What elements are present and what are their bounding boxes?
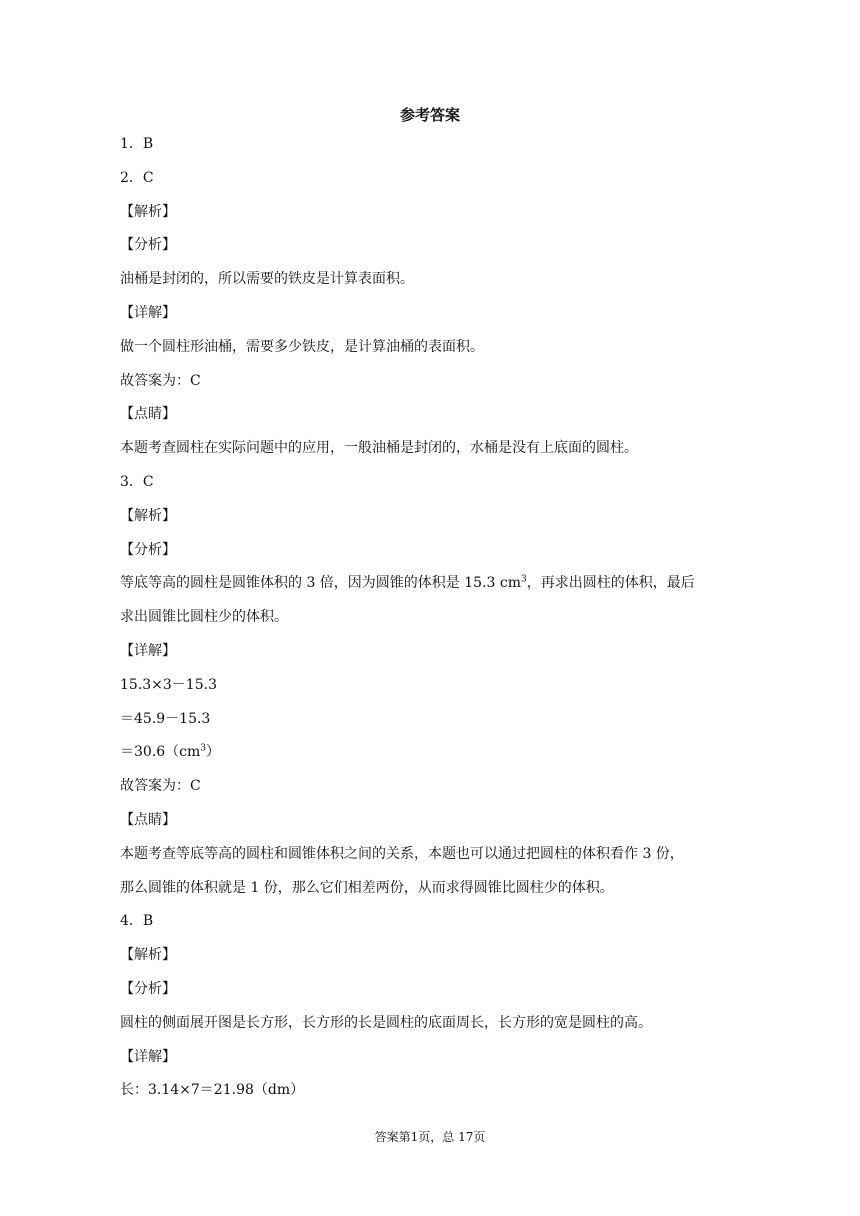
q2-xiangjie-text: 做一个圆柱形油桶，需要多少铁皮，是计算油桶的表面积。 xyxy=(120,338,484,355)
q2-fenxi-heading: 【分析】 xyxy=(120,237,176,254)
cubic-exponent: 3 xyxy=(521,574,527,585)
q2-fenxi-text: 油桶是封闭的，所以需要的铁皮是计算表面积。 xyxy=(120,271,414,288)
q3-calc-line-3 xyxy=(120,741,740,775)
q3-fenxi-heading: 【分析】 xyxy=(120,541,176,558)
q2-jiexi-heading: 【解析】 xyxy=(120,203,176,220)
q3-xiangjie-heading: 【详解】 xyxy=(120,642,176,659)
q3-calc-3-a: ＝30.6（cm xyxy=(120,744,201,761)
q3-fenxi-text-line-2: 求出圆锥比圆柱少的体积。 xyxy=(120,609,288,626)
answer-content xyxy=(120,133,740,1113)
page-title: 参考答案 xyxy=(399,106,460,124)
answer-3: 3．C xyxy=(120,473,154,490)
cubic-exponent: 3 xyxy=(200,743,207,754)
page-footer: 答案第1页，总 17页 xyxy=(374,1130,486,1144)
answer-2: 2．C xyxy=(120,169,154,186)
q2-dianjing-text: 本题考查圆柱在实际问题中的应用，一般油桶是封闭的，水桶是没有上底面的圆柱。 xyxy=(120,440,638,457)
q2-xiangjie-heading: 【详解】 xyxy=(120,304,176,321)
q3-dianjing-heading: 【点睛】 xyxy=(120,811,176,828)
q4-calc-line-1: 长：3.14×7＝21.98（dm） xyxy=(120,1082,305,1099)
q3-answer: 故答案为：C xyxy=(120,778,201,795)
q2-answer: 故答案为：C xyxy=(120,372,201,389)
answer-4: 4．B xyxy=(120,913,154,930)
answer-1: 1．B xyxy=(120,136,154,152)
q2-dianjing-heading: 【点睛】 xyxy=(120,406,176,423)
q4-jiexi-heading: 【解析】 xyxy=(120,947,176,964)
q3-fenxi-text-line-1 xyxy=(120,572,740,606)
q4-fenxi-text: 圆柱的侧面展开图是长方形，长方形的长是圆柱的底面周长，长方形的宽是圆柱的高。 xyxy=(120,1014,652,1031)
q3-fenxi-text-a: 等底等高的圆柱是圆锥体积的 3 倍，因为圆锥的体积是 15.3 cm xyxy=(120,575,521,592)
q3-calc-line-2: ＝45.9－15.3 xyxy=(120,710,211,727)
q3-fenxi-text-b: ，再求出圆柱的体积，最后 xyxy=(526,575,695,592)
q3-jiexi-heading: 【解析】 xyxy=(120,507,176,524)
q3-calc-line-1: 15.3×3－15.3 xyxy=(120,676,217,693)
q4-xiangjie-heading: 【详解】 xyxy=(120,1048,176,1065)
q3-dianjing-text-line-1: 本题考查等底等高的圆柱和圆锥体积之间的关系，本题也可以通过把圆柱的体积看作 3 份， xyxy=(120,845,684,862)
q3-calc-3-b: ） xyxy=(206,744,221,761)
q4-fenxi-heading: 【分析】 xyxy=(120,980,176,997)
q3-dianjing-text-line-2: 那么圆锥的体积就是 1 份，那么它们相差两份，从而求得圆锥比圆柱少的体积。 xyxy=(120,879,614,896)
